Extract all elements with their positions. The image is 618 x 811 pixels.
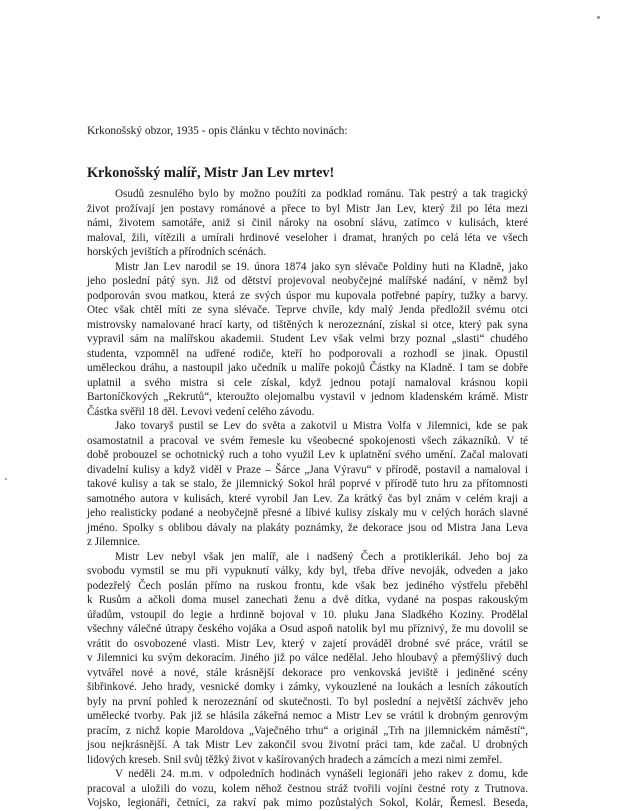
text-line: Jako tovaryš pustil se Lev do světa a zakotvil u Mistra Volfa v Jilemnici, kde se pak xyxy=(115,420,528,432)
text-line: samotného autora v kulisách, které vyrobil Jan Lev. Za krátký čas byl znám v celém kraji a xyxy=(87,492,528,505)
document-header: Krkonošský obzor, 1935 - opis článku v těchto novinách: xyxy=(87,125,348,137)
text-line: Vojsko, legionáři, četníci, za rakví pak mimo pozůstalých Sokol, Kolár, Řemesl. Beseda, xyxy=(87,797,528,809)
text-line: uměleckou dráhu, a nastoupil jako učedník u malíře pokojů Částky na Kladně. I tam se dobře xyxy=(87,362,528,374)
text-line: pracoval a uložili do vozu, kolem něhož čestnou stráž tvořili vojíni čestné roty z Trutnova. xyxy=(87,782,528,795)
text-line: byly na první pohled k nerozeznání od skutečnosti. To byl poslední a největší záchvěv jeho xyxy=(87,695,528,708)
text-line: v Jilemnici ku svým dekoracím. Jiného již po válce nedělal. Jeho hloubavý a přemýšlivý duch xyxy=(87,652,528,664)
article-body xyxy=(87,187,528,811)
scan-speck xyxy=(597,16,600,19)
text-line: k Rusům a ačkoli doma musel zanechati ženu a dvě dítka, vydané na pospas rakouským xyxy=(87,594,528,606)
text-line: uplatnil a svého mistra si cele získal, když jednou potají namaloval krásnou kopii xyxy=(87,376,528,389)
text-line: divadelní kulisy a když viděl v Praze – Šárce „Jana Výravu“ v přírodě, postavil a namaloval i xyxy=(87,463,528,476)
text-line: V neděli 24. m.m. v odpoledních hodinách vynášeli legionáři jeho rakev z domu, kde xyxy=(115,768,528,780)
text-line: Mistr Jan Lev narodil se 19. února 1874 jako syn slévače Poldiny huti na Kladně, jako xyxy=(115,260,528,273)
text-line: všechny válečné útrapy českého vojáka a Osud aspoň natolik byl mu příznivý, že mu dovolil se xyxy=(87,623,528,635)
text-line: maloval, žili, vítězili a umírali hrdinové veseloher i dramat, hraných po celá léta ve všech xyxy=(87,231,528,244)
text-line: Bartoníčkových „Rekrutů“, kteroužto olejomalbu vystavil v jednom kladenském krámě. Mistr xyxy=(87,391,528,403)
text-line: Otec však chtěl míti ze syna slévače. Teprve chvíle, kdy malý Jenda předložil svému otci xyxy=(87,304,528,316)
text-line: úřadům, vstoupil do legie a hrdinně bojoval v 10. pluku Jana Sladkého Koziny. Prodělal xyxy=(87,608,528,621)
text-line: umělecké tvorby. Pak již se hlásila zákeřná nemoc a Mistr Lev se vrátil k drobným genrovým xyxy=(87,710,528,722)
text-line: horských jevištích a přírodních scénách. xyxy=(87,246,267,258)
text-line: takové kulisy a tak se stalo, že jilemnický Sokol hrál poprvé v přírodě tuto hru za přítomnosti xyxy=(87,478,528,490)
text-line: Osudů zesnulého bylo by možno použíti za podklad románu. Tak pestrý a tak tragický xyxy=(115,188,528,200)
text-line: život prožívají jen postavy románové a přece to byl Mistr Jan Lev, který žil po léta mezi xyxy=(87,202,528,215)
text-line: podporován svou matkou, která ze svých úspor mu kupovala potřebné papíry, tužky a barvy. xyxy=(87,289,528,302)
text-line: vytvářel nové a nové, stále krásnější dekorace pro venkovská jeviště i jediněné scény xyxy=(87,666,528,679)
text-line: vrátit do osvobozené vlasti. Mistr Lev, který v zajetí prováděl drobné své práce, vrátil se xyxy=(87,637,528,650)
text-line: jeho poslední pátý syn. Již od dětství projevoval neobyčejné malířské nadání, v němž byl xyxy=(87,275,528,287)
text-line: mistrovsky namalované hrací karty, od tištěných k nerozeznání, získal si otce, který pak syna xyxy=(87,318,528,331)
text-line: pracím, z nichž kopie Maroldova „Vaječného trhu“ a originál „Trh na jilemnickém náměstí“, xyxy=(87,724,528,737)
text-line: studenta, vzpomněl na udřené rodiče, kteří ho podporovali a rozhodl se jinak. Opustil xyxy=(87,347,528,360)
text-line: svobodu vymstil se mu při vypuknutí války, kdy byl, třeba dříve nevoják, odveden a jako xyxy=(87,565,528,577)
text-line: Mistr Lev nebyl však jen malíř, ale i nadšený Čech a protiklerikál. Jeho boj za xyxy=(115,550,528,563)
text-line: Částka svěřil 18 děl. Levovi vedení celého závodu. xyxy=(87,405,315,418)
text-line: šibřinkové. Jeho hrady, vesnické domky i zámky, vykouzlené na loukách a lesních zákoutích xyxy=(87,681,528,693)
scan-speck xyxy=(5,478,7,480)
text-line: lidových kreseb. Snil svůj těžký život v kašírovaných hradech a zámcích a mezi nimi zemřel. xyxy=(87,753,503,766)
text-line: osamostatnil a pracoval ve svém řemesle ku všeobecné spokojenosti všech zákazníků. V té xyxy=(87,434,528,447)
text-line: z Jilemnice. xyxy=(87,536,141,548)
text-line: jeho realisticky podané a neobyčejně přesné a líbivé kulisy získaly mu v celých horách slavné xyxy=(87,507,528,519)
text-line: námi, životem samotáře, aniž si činil nároky na osobní slávu, zatímco v kulisách, které xyxy=(87,217,528,229)
text-line: jméno. Spolky s oblibou dávaly na plakáty poznámky, že dekorace jsou od Mistra Jana Leva xyxy=(87,521,528,534)
article-title: Krkonošský malíř, Mistr Jan Lev mrtev! xyxy=(87,165,335,181)
text-line: době probouzel se ochotnický ruch a toho využil Lev k uplatnění svého umění. Začal malovati xyxy=(87,449,528,461)
text-line: vypravil sám na malířskou akademii. Student Lev však velmi brzy poznal „slasti“ chudého xyxy=(87,333,528,345)
text-line: jsou nejkrásnější. A tak Mistr Lev zakončil svou životní práci tam, kde začal. U drobných xyxy=(87,739,528,751)
text-line: podezřelý Čech poslán přímo na ruskou frontu, kde však bez jediného výstřelu přeběhl xyxy=(87,579,528,592)
